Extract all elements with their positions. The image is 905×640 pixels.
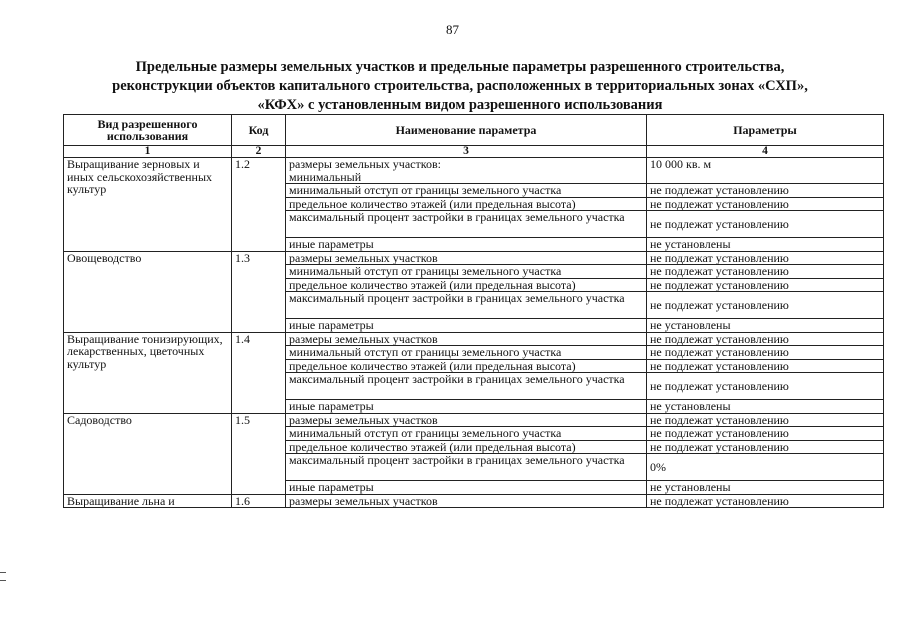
code-cell: 1.6 (232, 494, 286, 508)
parameter-text: размеры земельных участков: (289, 157, 441, 171)
use-type-cell: Садоводство (64, 413, 232, 494)
parameter-cell: размеры земельных участков (286, 332, 647, 346)
parameter-cell: предельное количество этажей (или предельная высота) (286, 278, 647, 292)
parameter-cell: максимальный процент застройки в границах земельного участка (286, 211, 647, 238)
value-cell: не подлежат установлению (647, 211, 884, 238)
code-cell: 1.4 (232, 332, 286, 413)
table-row (64, 251, 884, 265)
column-number: 4 (647, 146, 884, 158)
table-row (64, 158, 884, 184)
parameters-table (63, 114, 884, 508)
column-header-values: Параметры (647, 115, 884, 146)
scan-margin-mark (0, 572, 6, 573)
value-cell: не установлены (647, 481, 884, 495)
parameter-cell: минимальный отступ от границы земельного участка (286, 265, 647, 279)
value-cell: 10 000 кв. м (647, 158, 884, 184)
value-cell: не подлежат установлению (647, 440, 884, 454)
parameter-cell: размеры земельных участков (286, 494, 647, 508)
title-line: «КФХ» с установленным видом разрешенного использования (257, 97, 663, 113)
parameter-cell: размеры земельных участков (286, 413, 647, 427)
parameter-cell: иные параметры (286, 238, 647, 252)
table-row (64, 332, 884, 346)
parameter-cell: предельное количество этажей (или предельная высота) (286, 359, 647, 373)
table-row (64, 413, 884, 427)
value-cell: не подлежат установлению (647, 494, 884, 508)
code-cell: 1.2 (232, 158, 286, 252)
column-number: 2 (232, 146, 286, 158)
value-cell: не подлежат установлению (647, 251, 884, 265)
column-number-row (64, 146, 884, 158)
parameter-cell: иные параметры (286, 319, 647, 333)
parameter-cell: минимальный отступ от границы земельного участка (286, 427, 647, 441)
value-cell: не подлежат установлению (647, 373, 884, 400)
scan-margin-mark (0, 580, 6, 581)
value-cell: не подлежат установлению (647, 413, 884, 427)
title-line: реконструкции объектов капитального строительства, расположенных в территориальных зонах «СХП», (112, 78, 808, 94)
code-cell: 1.3 (232, 251, 286, 332)
parameter-cell: предельное количество этажей (или предельная высота) (286, 440, 647, 454)
value-cell: не подлежат установлению (647, 278, 884, 292)
value-cell: 0% (647, 454, 884, 481)
value-cell: не установлены (647, 319, 884, 333)
value-cell: не установлены (647, 238, 884, 252)
column-header-code: Код (232, 115, 286, 146)
parameter-cell: максимальный процент застройки в границах земельного участка (286, 373, 647, 400)
use-type-cell: Выращивание зерновых и иных сельскохозяйственных культур (64, 158, 232, 252)
column-header-use: Вид разрешенного использования (64, 115, 232, 146)
use-type-cell: Выращивание тонизирующих, лекарственных, цветочных культур (64, 332, 232, 413)
parameter-cell: предельное количество этажей (или предельная высота) (286, 197, 647, 211)
document-title (60, 58, 860, 115)
parameter-text: минимальный (289, 169, 362, 184)
table-header-row (64, 115, 884, 146)
value-cell: не подлежат установлению (647, 332, 884, 346)
value-cell: не подлежат установлению (647, 197, 884, 211)
parameter-cell: размеры земельных участков (286, 251, 647, 265)
parameter-cell: максимальный процент застройки в границах земельного участка (286, 454, 647, 481)
parameter-cell: иные параметры (286, 481, 647, 495)
page-number: 87 (446, 22, 459, 37)
column-header-parameter: Наименование параметра (286, 115, 647, 146)
value-cell: не подлежат установлению (647, 292, 884, 319)
code-cell: 1.5 (232, 413, 286, 494)
parameter-cell: максимальный процент застройки в границах земельного участка (286, 292, 647, 319)
parameter-cell: минимальный отступ от границы земельного участка (286, 184, 647, 198)
value-cell: не подлежат установлению (647, 265, 884, 279)
parameter-cell: минимальный отступ от границы земельного участка (286, 346, 647, 360)
value-cell: не подлежат установлению (647, 184, 884, 198)
value-cell: не подлежат установлению (647, 427, 884, 441)
value-cell: не подлежат установлению (647, 359, 884, 373)
value-cell: не подлежат установлению (647, 346, 884, 360)
parameter-cell (286, 158, 647, 184)
column-number: 3 (286, 146, 647, 158)
table-row (64, 494, 884, 508)
value-cell: не установлены (647, 400, 884, 414)
column-number: 1 (64, 146, 232, 158)
parameter-cell: иные параметры (286, 400, 647, 414)
use-type-cell: Овощеводство (64, 251, 232, 332)
title-line: Предельные размеры земельных участков и предельные параметры разрешенного строительства, (135, 59, 785, 75)
use-type-cell: Выращивание льна и (64, 494, 232, 508)
